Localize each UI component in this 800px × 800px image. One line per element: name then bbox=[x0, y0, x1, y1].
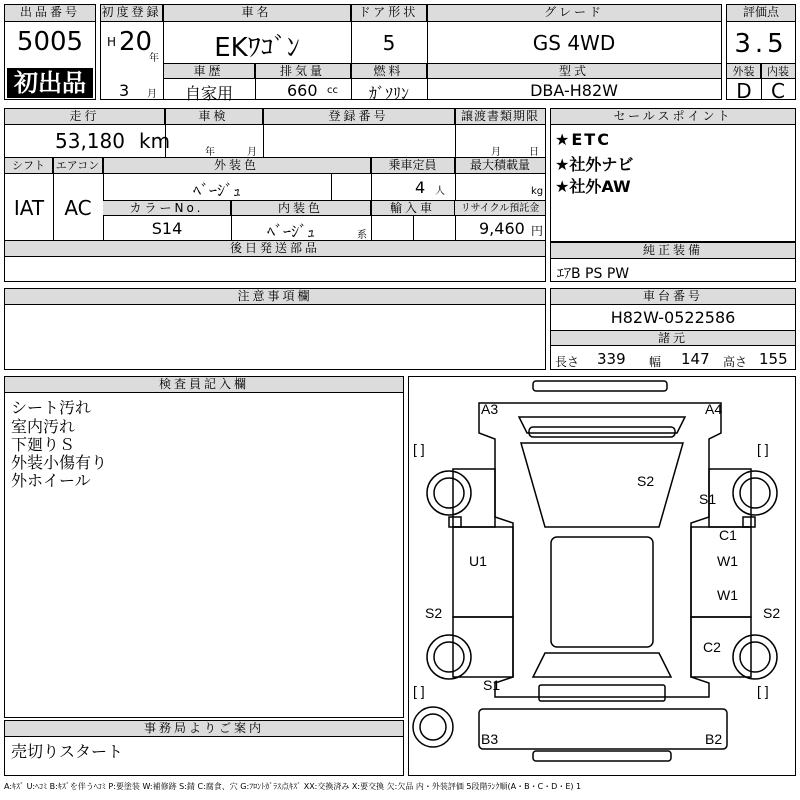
reg-label: 初度登録 bbox=[101, 5, 163, 22]
first-listing-badge: 初出品 bbox=[7, 68, 93, 98]
damage-bracket: [ ] bbox=[757, 441, 769, 457]
selling-item: ★社外AW bbox=[555, 177, 631, 196]
fuel-label: 燃料 bbox=[351, 63, 427, 79]
transfer-month-unit: 月 bbox=[491, 147, 501, 158]
reg-year: 20 bbox=[119, 27, 153, 57]
score-label: 評価点 bbox=[727, 5, 795, 22]
mileage-unit: km bbox=[139, 129, 171, 153]
car-name-label: 車名 bbox=[163, 5, 351, 22]
notes-box bbox=[4, 288, 546, 370]
ext-score-label: 外装 bbox=[727, 63, 761, 79]
damage-bracket: [ ] bbox=[757, 683, 769, 699]
reg-era: H bbox=[107, 35, 117, 49]
selling-item: ★社外ナビ bbox=[555, 155, 634, 174]
width-value: 147 bbox=[681, 350, 710, 368]
displacement-label: 排気量 bbox=[255, 63, 351, 79]
selling-points-box bbox=[550, 108, 796, 242]
damage-diagram bbox=[408, 376, 796, 776]
inspector-box bbox=[4, 376, 404, 718]
damage-mark: S1 bbox=[483, 677, 501, 693]
damage-mark: S2 bbox=[637, 473, 655, 489]
recycle-value: 9,460 bbox=[479, 219, 525, 238]
int-score: C bbox=[771, 79, 785, 103]
shift-value: IAT bbox=[13, 196, 45, 220]
ext-score: D bbox=[736, 79, 752, 103]
inspector-line: 下廻りＳ bbox=[11, 435, 76, 454]
office-label: 事務局よりご案内 bbox=[5, 721, 403, 737]
history-label: 車歴 bbox=[163, 63, 255, 79]
reg-month-unit: 月 bbox=[147, 89, 157, 100]
load-unit: kg bbox=[531, 186, 544, 197]
capacity-unit: 人 bbox=[435, 186, 445, 197]
damage-mark: S2 bbox=[425, 605, 443, 621]
damage-mark: W1 bbox=[717, 553, 738, 569]
door-count: 5 bbox=[382, 31, 396, 55]
interior-suffix: 系 bbox=[357, 230, 367, 241]
import-label: 輸入車 bbox=[371, 200, 455, 216]
inspector-line: 室内汚れ bbox=[11, 417, 76, 436]
recycle-label: リサイクル預託金 bbox=[455, 200, 545, 216]
damage-mark: B2 bbox=[705, 731, 723, 747]
chassis-box bbox=[550, 288, 796, 370]
spec-table bbox=[4, 158, 546, 241]
damage-mark: U1 bbox=[469, 553, 487, 569]
damage-mark: A4 bbox=[705, 401, 723, 417]
int-score-label: 内装 bbox=[761, 63, 795, 79]
length-value: 339 bbox=[597, 350, 626, 368]
inspector-label: 検査員記入欄 bbox=[5, 377, 403, 393]
specs-label: 諸元 bbox=[551, 330, 795, 346]
score-box bbox=[726, 4, 796, 103]
selling-item: ★ETC bbox=[555, 130, 611, 149]
lot-number: 5005 bbox=[16, 27, 84, 57]
model-label: 型式 bbox=[427, 63, 721, 79]
aircon-value: AC bbox=[64, 196, 92, 220]
width-label: 幅 bbox=[649, 355, 662, 369]
color-no-label: カラーNo. bbox=[103, 200, 231, 216]
aircon-label: エアコン bbox=[53, 158, 103, 174]
vehicle-header-box bbox=[100, 4, 722, 103]
damage-mark: C2 bbox=[703, 639, 721, 655]
office-text: 売切りスタート bbox=[11, 742, 124, 761]
later-parts-box bbox=[4, 240, 546, 282]
recycle-unit: 円 bbox=[531, 224, 544, 238]
history-value: 自家用 bbox=[184, 84, 233, 103]
later-label: 後日発送部品 bbox=[5, 241, 545, 257]
damage-mark: W1 bbox=[717, 587, 738, 603]
score-value: 3.5 bbox=[734, 29, 788, 59]
damage-bracket: [ ] bbox=[413, 441, 425, 457]
grade-label: グレード bbox=[427, 5, 721, 22]
reg-month: 3 bbox=[119, 81, 130, 100]
shift-label: シフト bbox=[5, 158, 53, 174]
car-name: EKﾜｺﾞﾝ bbox=[214, 33, 300, 63]
transfer-label: 譲渡書類期限 bbox=[455, 109, 545, 125]
capacity-value: 4 bbox=[415, 178, 426, 197]
damage-legend: A:ｷｽﾞ U:ﾍｺﾐ B:ｷｽﾞを伴うﾍｺﾐ P:要塗装 W:補修跡 S:錆 C:腐食、穴 G:ﾌﾛﾝﾄｶﾞﾗｽ点ｷｽﾞ XX:交換済み X:要交換 欠:欠品 内・外装評価 5段階ﾗﾝｸ順(A・B・C・D・E) 1 bbox=[4, 782, 582, 791]
color-no-value: S14 bbox=[151, 219, 183, 238]
inspection-label: 車検 bbox=[165, 109, 263, 125]
transfer-day-unit: 日 bbox=[529, 147, 539, 158]
inspector-line: 外ホイール bbox=[11, 471, 91, 490]
plate-label: 登録番号 bbox=[263, 109, 455, 125]
equipment-box bbox=[550, 242, 796, 282]
lot-box bbox=[4, 4, 96, 100]
model-value: DBA-H82W bbox=[530, 81, 618, 100]
mileage-row bbox=[4, 108, 546, 158]
damage-mark: S1 bbox=[699, 491, 717, 507]
interior-label: 内装色 bbox=[231, 200, 371, 216]
height-label: 高さ bbox=[723, 355, 748, 369]
fuel-value: ｶﾞｿﾘﾝ bbox=[368, 84, 409, 103]
damage-mark: A3 bbox=[481, 401, 499, 417]
length-label: 長さ bbox=[555, 355, 580, 369]
selling-label: セールスポイント bbox=[551, 109, 795, 125]
inspector-line: シート汚れ bbox=[11, 398, 92, 417]
grade-value: GS 4WD bbox=[532, 31, 616, 55]
displacement-value: 660 bbox=[287, 81, 318, 100]
exterior-value: ﾍﾞｰｼﾞｭ bbox=[192, 181, 241, 200]
damage-mark: S2 bbox=[763, 605, 781, 621]
interior-value: ﾍﾞｰｼﾞｭ bbox=[266, 222, 315, 241]
inspection-month-unit: 月 bbox=[247, 147, 257, 158]
door-label: ドア形状 bbox=[351, 5, 427, 22]
notes-label: 注意事項欄 bbox=[5, 289, 545, 305]
exterior-label: 外装色 bbox=[103, 158, 371, 174]
load-label: 最大積載量 bbox=[455, 158, 545, 174]
chassis-label: 車台番号 bbox=[551, 289, 795, 305]
mileage-label: 走行 bbox=[5, 109, 165, 125]
height-value: 155 bbox=[759, 350, 788, 368]
damage-mark: B3 bbox=[481, 731, 499, 747]
inspector-line: 外装小傷有り bbox=[11, 453, 108, 472]
reg-year-unit: 年 bbox=[149, 53, 159, 64]
equipment-label: 純正装備 bbox=[551, 243, 795, 259]
office-box bbox=[4, 720, 404, 776]
damage-bracket: [ ] bbox=[413, 683, 425, 699]
displacement-unit: cc bbox=[327, 85, 338, 96]
damage-mark: C1 bbox=[719, 527, 737, 543]
car-diagram-svg bbox=[409, 377, 795, 775]
inspection-year-unit: 年 bbox=[205, 147, 215, 158]
capacity-label: 乗車定員 bbox=[371, 158, 455, 174]
lot-label: 出品番号 bbox=[5, 5, 95, 22]
mileage-value: 53,180 bbox=[55, 129, 125, 153]
chassis-value: H82W-0522586 bbox=[610, 308, 736, 327]
equipment-value: ｴｱB PS PW bbox=[557, 266, 630, 282]
